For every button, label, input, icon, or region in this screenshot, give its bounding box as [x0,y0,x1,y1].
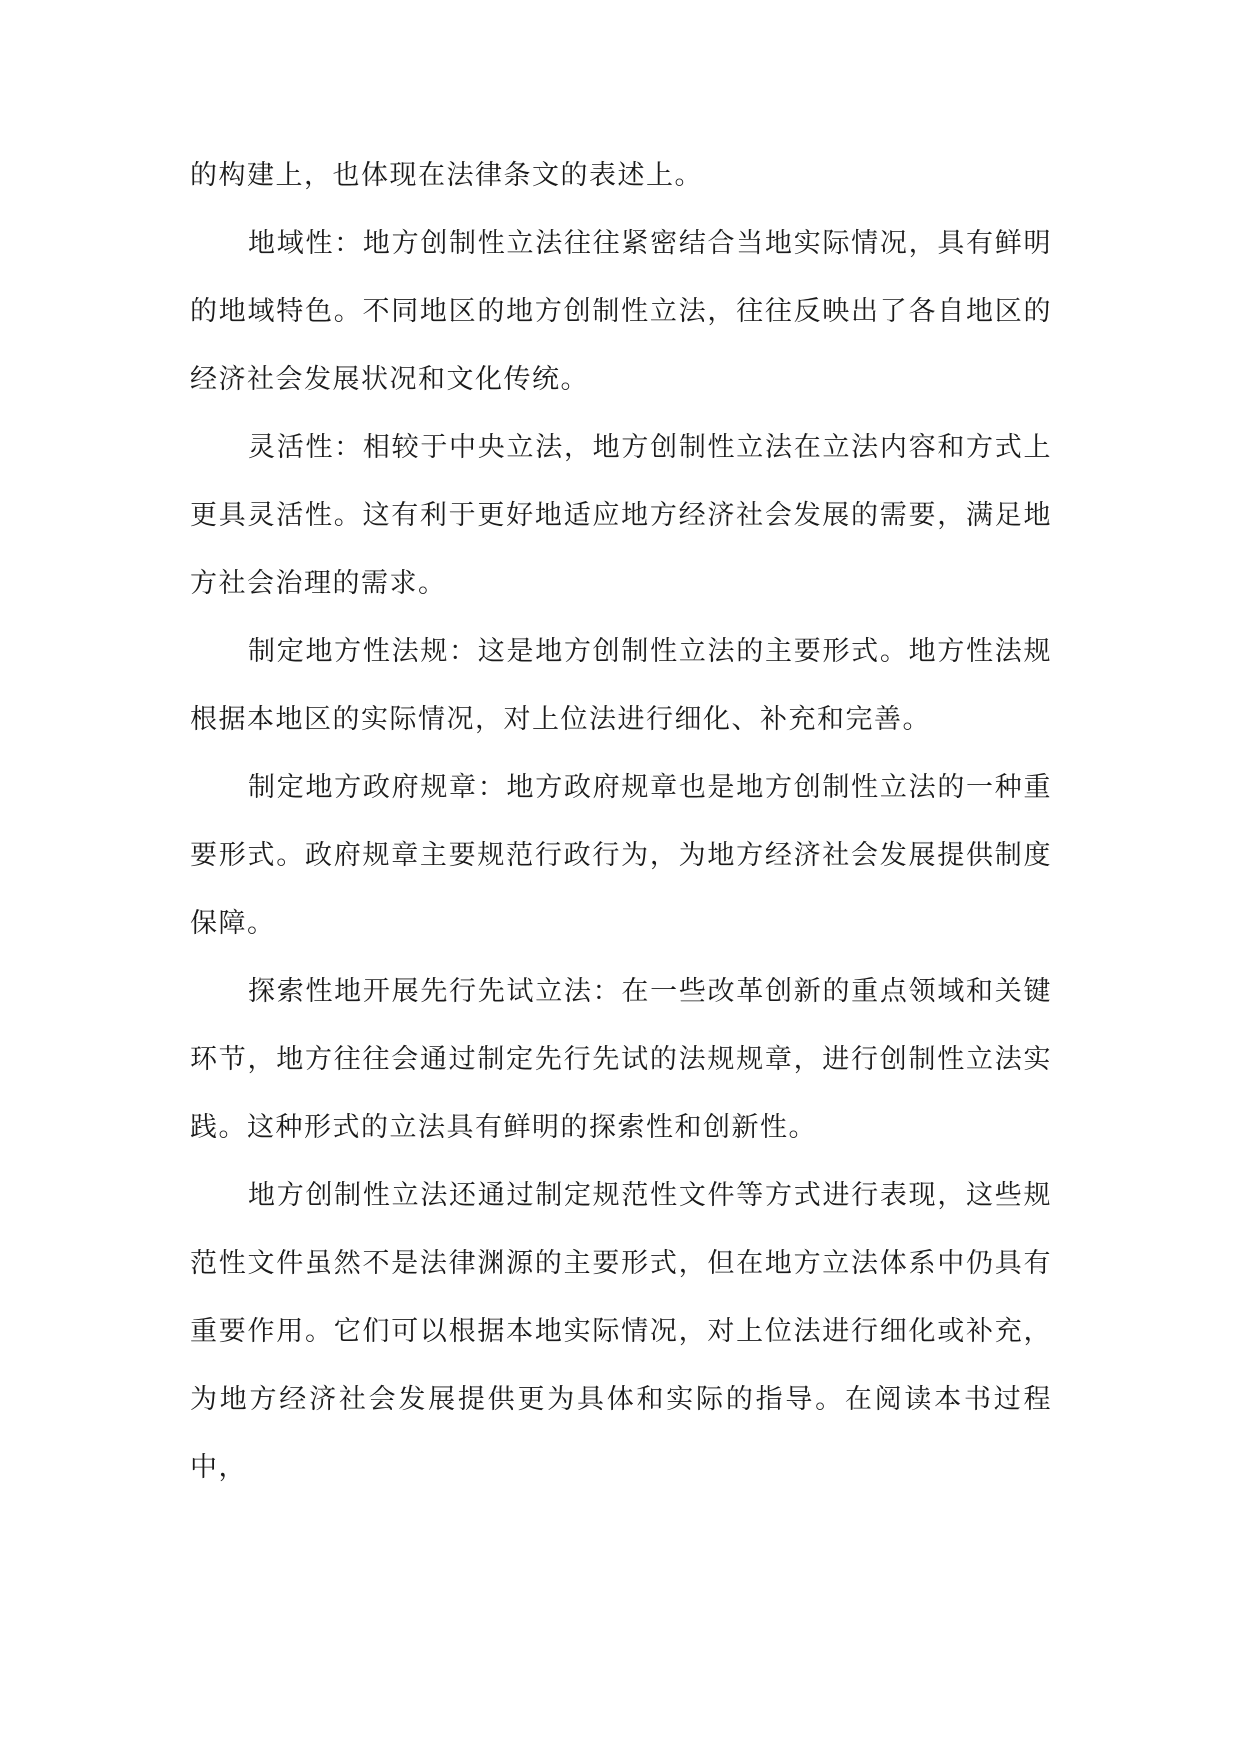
paragraph-flexibility: 灵活性：相较于中央立法，地方创制性立法在立法内容和方式上更具灵活性。这有利于更好地适应地方经济社会发展的需要，满足地方社会治理的需求。 [190,432,1052,599]
paragraph-pilot-legislation: 探索性地开展先行先试立法：在一些改革创新的重点领域和关键环节，地方往往会通过制定先行先试的法规规章，进行创制性立法实践。这种形式的立法具有鲜明的探索性和创新性。 [190,976,1052,1143]
paragraph-local-regulations: 制定地方性法规：这是地方创制性立法的主要形式。地方性法规根据本地区的实际情况，对上位法进行细化、补充和完善。 [190,636,1052,735]
paragraph-continuation: 的构建上，也体现在法律条文的表述上。 [190,160,703,191]
paragraph-government-rules: 制定地方政府规章：地方政府规章也是地方创制性立法的一种重要形式。政府规章主要规范行政行为，为地方经济社会发展提供制度保障。 [190,772,1052,939]
paragraph-normative-documents: 地方创制性立法还通过制定规范性文件等方式进行表现，这些规范性文件虽然不是法律渊源的主要形式，但在地方立法体系中仍具有重要作用。它们可以根据本地实际情况，对上位法进行细化或补充，为地方经济社会发展提供更为具体和实际的指导。在阅读本书过程中， [190,1180,1052,1483]
document-body [190,142,1052,1502]
paragraph-regional: 地域性：地方创制性立法往往紧密结合当地实际情况，具有鲜明的地域特色。不同地区的地方创制性立法，往往反映出了各自地区的经济社会发展状况和文化传统。 [190,228,1052,395]
